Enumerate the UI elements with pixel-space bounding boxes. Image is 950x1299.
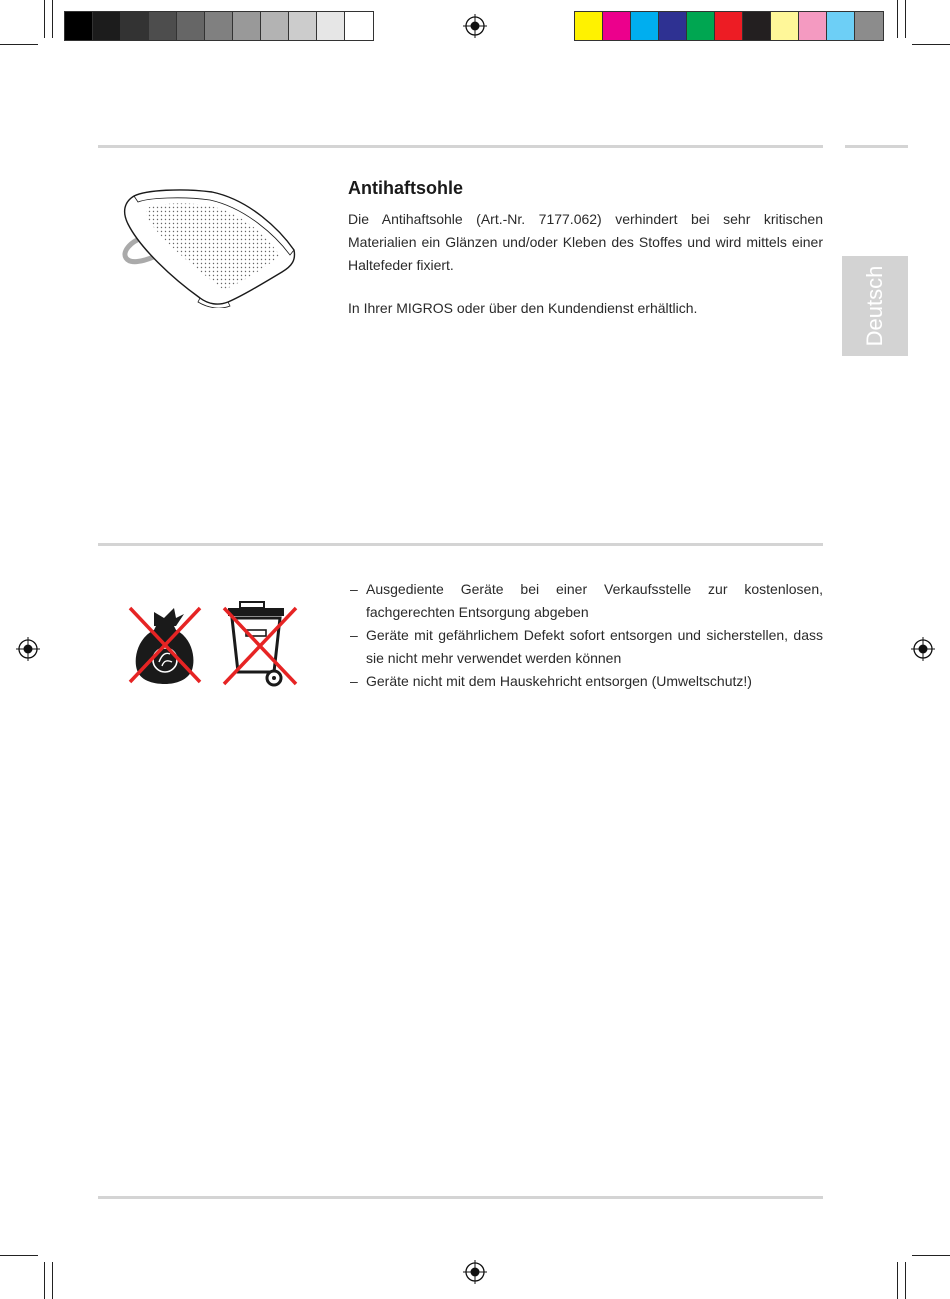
registration-mark-top-icon [463, 14, 487, 38]
color-swatch [345, 12, 373, 40]
disposal-list [348, 578, 823, 693]
color-swatch [715, 12, 743, 40]
color-swatch [603, 12, 631, 40]
list-item: – Geräte mit gefährlichem Defekt sofort entsorgen und sicherstellen, dass sie nicht mehr verwendet werden können [350, 627, 823, 666]
process-color-bar [574, 11, 884, 41]
language-tab-label: Deutsch [862, 265, 887, 347]
color-swatch [65, 12, 93, 40]
list-item-text: Geräte nicht mit dem Hauskehricht entsorgen (Umweltschutz!) [366, 673, 752, 689]
color-swatch [289, 12, 317, 40]
color-swatch [855, 12, 883, 40]
list-item: – Geräte nicht mit dem Hauskehricht entsorgen (Umweltschutz!) [350, 673, 752, 689]
crossed-out-bin-icon [220, 600, 300, 688]
color-swatch [261, 12, 289, 40]
list-item-text: Ausgediente Geräte bei einer Verkaufsstelle zur kostenlosen, fachgerechten Entsorgung abgeben [366, 581, 823, 620]
color-swatch [317, 12, 345, 40]
section-divider-bottom [98, 1196, 823, 1199]
registration-mark-right-icon [911, 637, 935, 661]
sole-description: Die Antihaftsohle (Art.-Nr. 7177.062) verhindert bei sehr kritischen Materialien ein Glänzen und/oder Kleben des Stoffes und wird mittels einer Haltefeder fixiert. [348, 211, 823, 273]
color-swatch [233, 12, 261, 40]
section-divider-top [98, 145, 823, 148]
color-swatch [575, 12, 603, 40]
color-swatch [827, 12, 855, 40]
registration-mark-bottom-icon [463, 1260, 487, 1284]
color-swatch [149, 12, 177, 40]
color-swatch [177, 12, 205, 40]
section-title: Antihaftsohle [348, 178, 463, 198]
section-divider-middle [98, 543, 823, 546]
color-swatch [631, 12, 659, 40]
grayscale-color-bar [64, 11, 374, 41]
color-swatch [93, 12, 121, 40]
side-divider-top [845, 145, 908, 148]
color-swatch [659, 12, 687, 40]
color-swatch [799, 12, 827, 40]
color-swatch [771, 12, 799, 40]
list-item-text: Geräte mit gefährlichem Defekt sofort entsorgen und sicherstellen, dass sie nicht mehr verwendet werden können [366, 627, 823, 666]
language-tab[interactable] [842, 256, 908, 356]
color-swatch [687, 12, 715, 40]
registration-mark-left-icon [16, 637, 40, 661]
no-household-waste-icon [126, 604, 204, 686]
iron-soleplate-icon [112, 186, 298, 308]
color-swatch [121, 12, 149, 40]
color-swatch [205, 12, 233, 40]
color-swatch [743, 12, 771, 40]
list-item: – Ausgediente Geräte bei einer Verkaufsstelle zur kostenlosen, fachgerechten Entsorgung abgeben [350, 581, 823, 620]
availability-note: In Ihrer MIGROS oder über den Kundendienst erhältlich. [348, 300, 698, 316]
